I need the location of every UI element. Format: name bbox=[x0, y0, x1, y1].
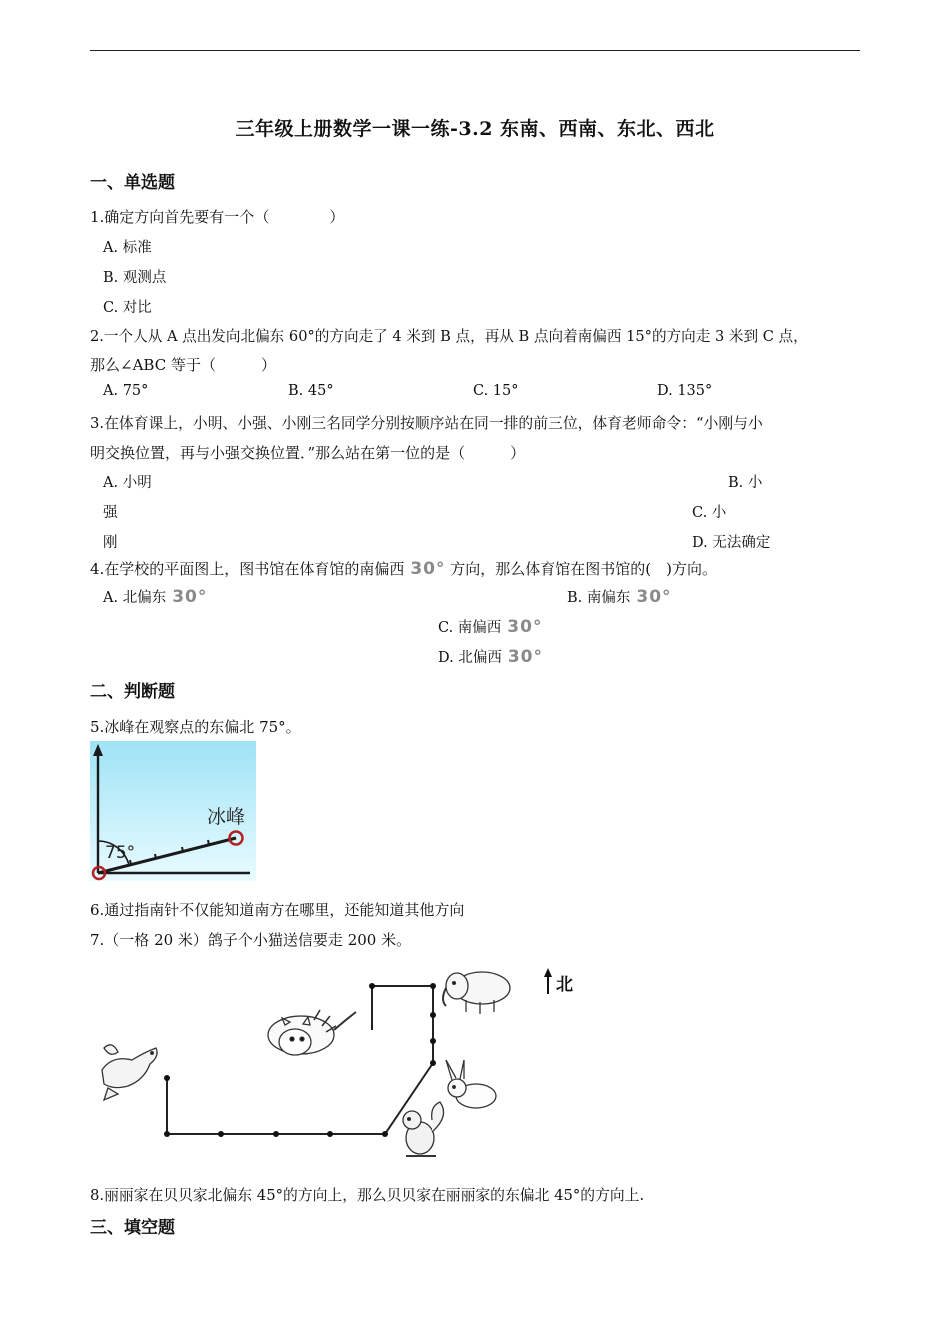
header-rule bbox=[90, 50, 860, 51]
question-4-option-a-label: A. 北偏东 bbox=[103, 590, 167, 606]
question-4-option-c-label: C. 南偏西 bbox=[438, 620, 502, 636]
question-3-option-a[interactable]: A. 小明 bbox=[103, 475, 152, 491]
question-3-option-b-part2: 强 bbox=[103, 505, 118, 521]
degree-30-image: 30° bbox=[636, 587, 672, 607]
question-3-option-b-part1[interactable]: B. 小 bbox=[728, 475, 763, 491]
question-4-option-b-label: B. 南偏东 bbox=[567, 590, 631, 606]
degree-30-image: 30° bbox=[172, 587, 208, 607]
tiger-icon bbox=[268, 1010, 356, 1055]
elephant-icon bbox=[443, 972, 510, 1014]
route-dot bbox=[164, 1075, 170, 1081]
route-dot bbox=[218, 1131, 224, 1137]
route-dot bbox=[430, 1060, 436, 1066]
north-arrow-icon bbox=[544, 968, 552, 977]
route-dot bbox=[430, 1038, 436, 1044]
question-1-option-b[interactable]: B. 观测点 bbox=[103, 270, 167, 286]
animal-route-map bbox=[90, 960, 600, 1175]
degree-30-image: 30° bbox=[410, 559, 446, 579]
question-1-option-a[interactable]: A. 标准 bbox=[103, 240, 152, 256]
ice-peak-label: 冰峰 bbox=[207, 806, 246, 828]
question-4-option-d[interactable] bbox=[438, 646, 543, 667]
route-dot bbox=[430, 1012, 436, 1018]
section-heading-single-choice: 一、单选题 bbox=[90, 173, 175, 193]
question-3-option-c-part2: 刚 bbox=[103, 535, 118, 551]
route-dot bbox=[369, 983, 375, 989]
question-1-option-c[interactable]: C. 对比 bbox=[103, 300, 152, 316]
squirrel-icon bbox=[403, 1102, 444, 1156]
question-4-stem-part2: 方向，那么体育馆在图书馆的( )方向。 bbox=[450, 560, 717, 578]
section-heading-fill-blank: 三、填空题 bbox=[90, 1218, 175, 1238]
ice-peak-direction-figure bbox=[90, 741, 256, 881]
degree-30-image: 30° bbox=[507, 617, 543, 637]
question-4-stem-part1: 4.在学校的平面图上，图书馆在体育馆的南偏西 bbox=[90, 560, 405, 578]
page-title: 三年级上册数学一课一练-3.2 东南、西南、东北、西北 bbox=[235, 118, 715, 140]
question-3-stem-line1: 3.在体育课上，小明、小强、小刚三名同学分别按顺序站在同一排的前三位，体育老师命令：“小刚与小 bbox=[90, 415, 763, 432]
question-2-option-c[interactable]: C. 15° bbox=[473, 383, 519, 399]
degree-30-image: 30° bbox=[507, 647, 543, 667]
question-2-stem-line2: 那么∠ABC 等于（ ） bbox=[90, 356, 276, 374]
question-4-option-c[interactable] bbox=[438, 616, 542, 637]
section-heading-true-false: 二、判断题 bbox=[90, 682, 175, 702]
route-path bbox=[167, 986, 433, 1134]
route-dot bbox=[430, 983, 436, 989]
question-8-stem: 8.丽丽家在贝贝家北偏东 45°的方向上，那么贝贝家在丽丽家的东偏北 45°的方向上. bbox=[90, 1187, 645, 1204]
route-dot bbox=[327, 1131, 333, 1137]
question-2-option-b[interactable]: B. 45° bbox=[288, 383, 334, 399]
pigeon-icon bbox=[102, 1045, 157, 1100]
question-2-stem-line1: 2.一个人从 A 点出发向北偏东 60°的方向走了 4 米到 B 点，再从 B 点向着南偏西 15°的方向走 3 米到 C 点， bbox=[90, 328, 808, 345]
question-1-stem: 1.确定方向首先要有一个（ ） bbox=[90, 208, 345, 226]
scale-tick bbox=[182, 847, 183, 852]
question-3-option-c-part1[interactable]: C. 小 bbox=[692, 505, 727, 521]
scale-tick bbox=[208, 840, 209, 845]
question-4-option-a[interactable] bbox=[103, 586, 207, 607]
route-dot bbox=[164, 1131, 170, 1137]
route-dots bbox=[164, 983, 436, 1137]
question-3-stem-line2: 明交换位置，再与小强交换位置．”那么站在第一位的是（ ） bbox=[90, 444, 526, 462]
question-5-stem: 5.冰峰在观察点的东偏北 75°。 bbox=[90, 718, 301, 736]
angle-label: 75° bbox=[105, 843, 136, 863]
route-dot bbox=[273, 1131, 279, 1137]
question-2-option-a[interactable]: A. 75° bbox=[103, 383, 149, 399]
question-2-option-d[interactable]: D. 135° bbox=[657, 383, 713, 399]
question-6-stem: 6.通过指南针不仅能知道南方在哪里，还能知道其他方向 bbox=[90, 901, 465, 919]
question-4-stem bbox=[90, 558, 717, 579]
scale-tick bbox=[155, 854, 156, 859]
question-3-option-d[interactable]: D. 无法确定 bbox=[692, 535, 771, 551]
north-label: 北 bbox=[556, 975, 573, 995]
rabbit-icon bbox=[446, 1060, 496, 1108]
route-dot bbox=[382, 1131, 388, 1137]
question-4-option-b[interactable] bbox=[567, 586, 672, 607]
question-7-stem: 7.（一格 20 米）鸽子个小猫送信要走 200 米。 bbox=[90, 931, 412, 949]
question-4-option-d-label: D. 北偏西 bbox=[438, 650, 502, 666]
